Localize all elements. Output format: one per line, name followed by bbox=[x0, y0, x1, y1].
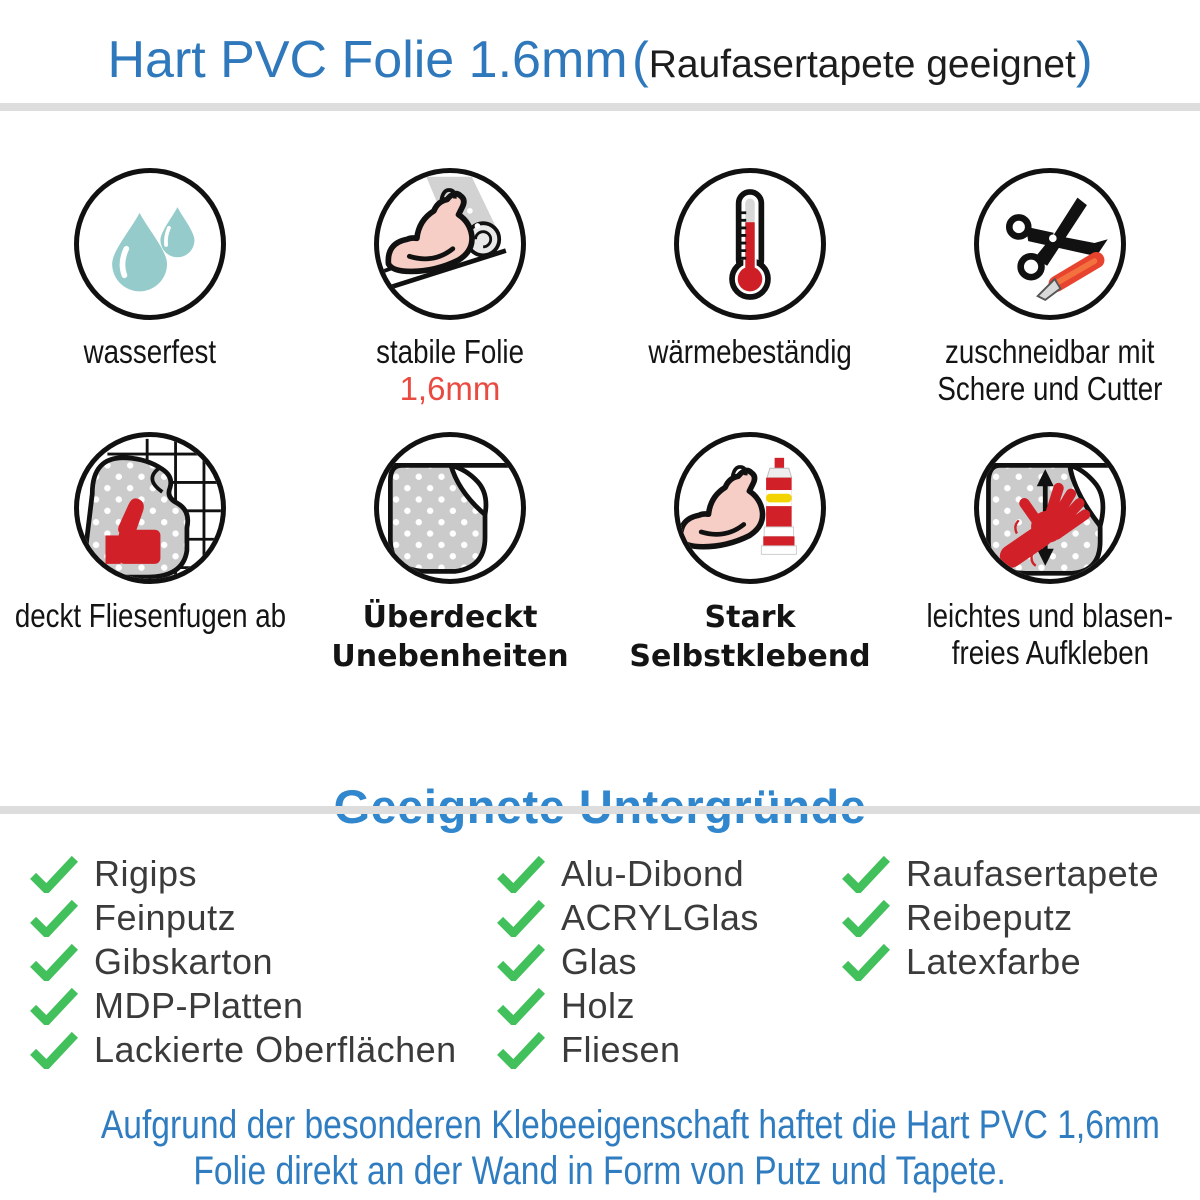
title-paren-close: ) bbox=[1075, 32, 1093, 88]
check-icon bbox=[495, 943, 547, 981]
check-icon bbox=[840, 899, 892, 937]
feature-aufkleben bbox=[900, 432, 1200, 675]
muscle-glue-icon bbox=[674, 432, 826, 584]
substrates-column-3 bbox=[840, 852, 1159, 984]
hand-smooth-icon bbox=[974, 432, 1126, 584]
title-note: Raufasertapete geeignet bbox=[648, 43, 1076, 86]
thermometer-icon bbox=[674, 168, 826, 320]
divider-top bbox=[0, 103, 1200, 111]
feature-selbstklebend bbox=[600, 432, 900, 675]
check-icon bbox=[495, 855, 547, 893]
list-item: Alu-Dibond bbox=[495, 852, 759, 896]
water-drops-icon bbox=[74, 168, 226, 320]
page-title bbox=[0, 30, 1200, 90]
tile-thumb-icon bbox=[74, 432, 226, 584]
substrates-column-1 bbox=[28, 852, 457, 1072]
features-row-1 bbox=[0, 168, 1200, 432]
check-icon bbox=[28, 899, 80, 937]
feature-label: wärmebeständig bbox=[648, 333, 852, 370]
check-icon bbox=[840, 943, 892, 981]
list-item: MDP-Platten bbox=[28, 984, 457, 1028]
title-main: Hart PVC Folie 1.6mm bbox=[107, 31, 628, 89]
feature-label: deckt Fliesenfugen ab bbox=[14, 597, 286, 634]
foil-fold-icon bbox=[374, 432, 526, 584]
feature-label: Überdeckt Unebenheiten bbox=[331, 600, 569, 674]
substrates-column-2 bbox=[495, 852, 759, 1072]
list-item: Feinputz bbox=[28, 896, 457, 940]
thickness-highlight: 1,6mm bbox=[399, 370, 501, 407]
feature-label: leichtes und blasen- freies Aufkleben bbox=[926, 597, 1174, 671]
check-icon bbox=[28, 987, 80, 1025]
check-icon bbox=[840, 855, 892, 893]
feature-label: zuschneidbar mit Schere und Cutter bbox=[937, 333, 1163, 407]
check-icon bbox=[28, 855, 80, 893]
footer-line-2: Folie direkt an der Wand in Form von Putz und Tapete. bbox=[193, 1149, 1007, 1193]
feature-unebenheiten bbox=[300, 432, 600, 675]
feature-wasserfest bbox=[0, 168, 300, 432]
footer-line-1: Aufgrund der besonderen Klebeeigenschaft haftet die Hart PVC 1,6mm bbox=[100, 1103, 1160, 1147]
list-item: Lackierte Oberflächen bbox=[28, 1028, 457, 1072]
scissors-cutter-icon bbox=[974, 168, 1126, 320]
features-row-2 bbox=[0, 432, 1200, 675]
features-grid bbox=[0, 168, 1200, 675]
list-item: Latexfarbe bbox=[840, 940, 1159, 984]
muscle-foil-icon bbox=[374, 168, 526, 320]
feature-label: Stark Selbstklebend bbox=[629, 600, 871, 674]
feature-zuschneidbar bbox=[900, 168, 1200, 432]
list-item: Raufasertapete bbox=[840, 852, 1159, 896]
check-icon bbox=[28, 943, 80, 981]
check-icon bbox=[28, 1031, 80, 1069]
feature-label: wasserfest bbox=[83, 333, 217, 370]
list-item: Fliesen bbox=[495, 1028, 759, 1072]
list-item: Gibskarton bbox=[28, 940, 457, 984]
title-paren-open: ( bbox=[632, 32, 649, 88]
list-item: Rigips bbox=[28, 852, 457, 896]
check-icon bbox=[495, 899, 547, 937]
feature-stabile-folie bbox=[300, 168, 600, 432]
list-item: Holz bbox=[495, 984, 759, 1028]
check-icon bbox=[495, 1031, 547, 1069]
feature-label: stabile Folie 1,6mm bbox=[376, 333, 524, 407]
check-icon bbox=[495, 987, 547, 1025]
divider-substrates bbox=[0, 806, 1200, 814]
footer-note bbox=[0, 1102, 1200, 1194]
list-item: ACRYLGlas bbox=[495, 896, 759, 940]
feature-fliesenfugen bbox=[0, 432, 300, 675]
list-item: Reibeputz bbox=[840, 896, 1159, 940]
list-item: Glas bbox=[495, 940, 759, 984]
feature-waermebestaendig bbox=[600, 168, 900, 432]
